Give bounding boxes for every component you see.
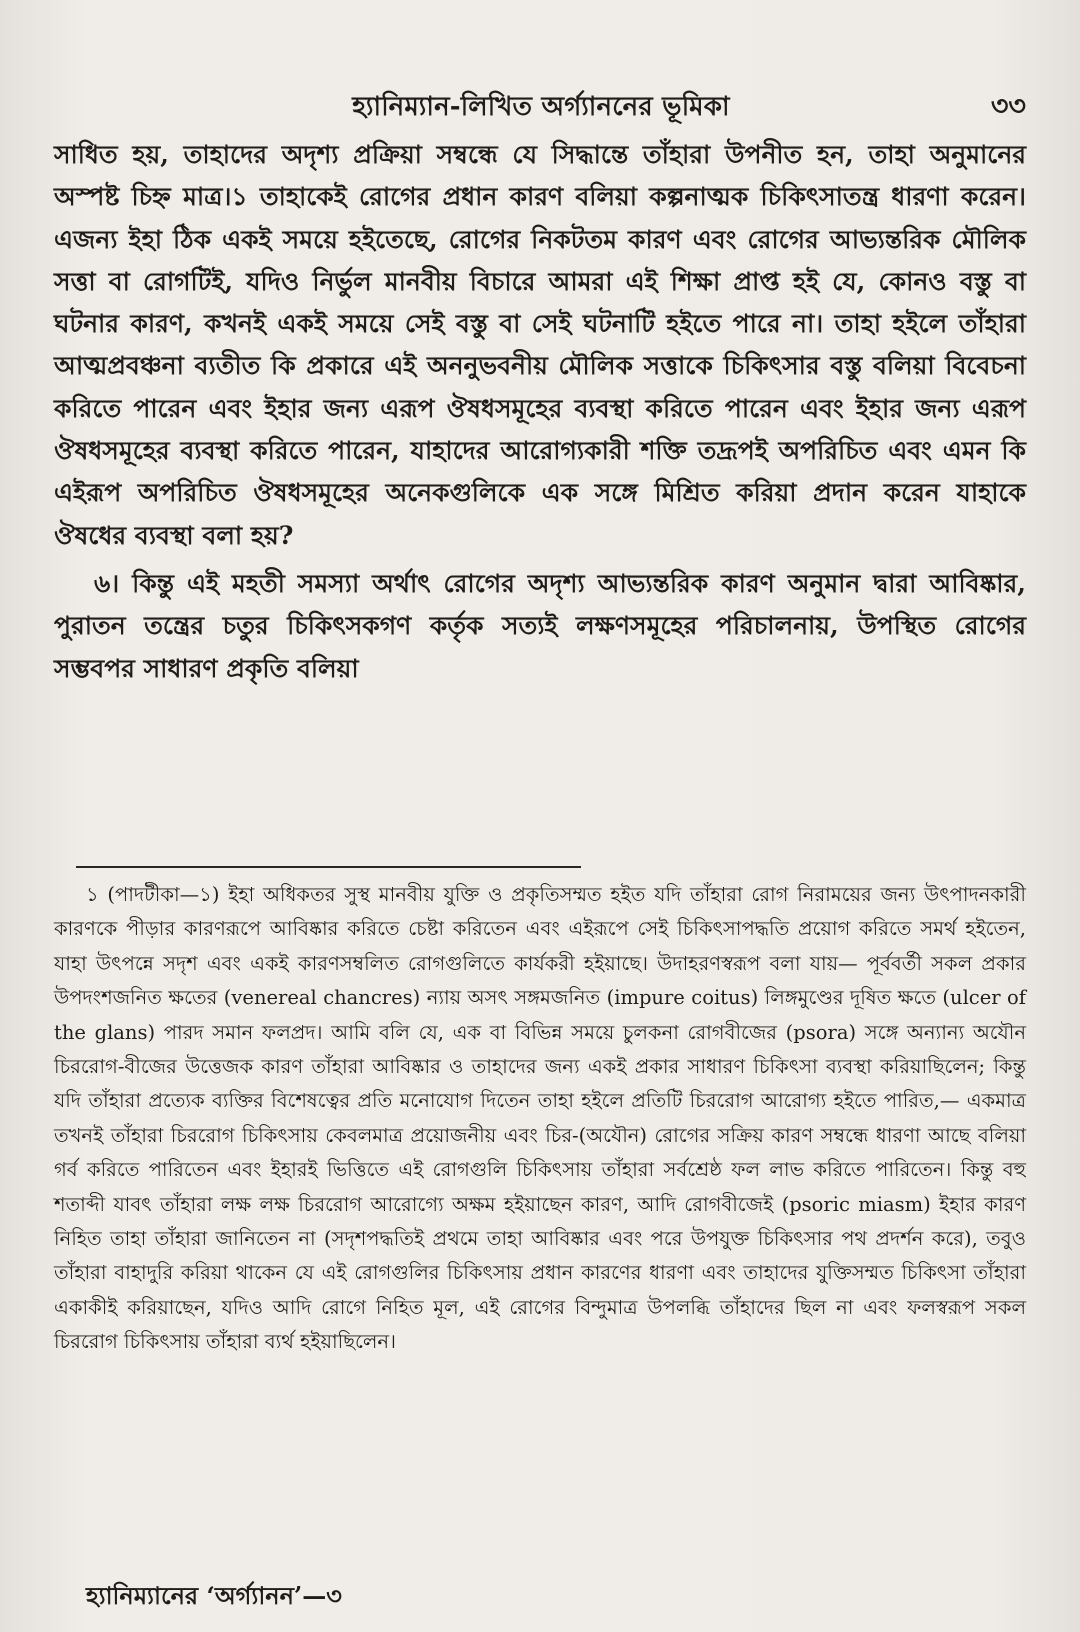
page-footer: হ্যানিম্যানের ‘অর্গ্যানন’—৩ bbox=[86, 1581, 342, 1610]
page-number: ৩৩ bbox=[990, 91, 1026, 122]
footnote-text: ১ (পাদটীকা—১) ইহা অধিকতর সুস্থ মানবীয় যুক্তি ও প্রকৃতিসম্মত হইত যদি তাঁহারা রোগ নিরাময়ের জন্য উৎপাদনকারী কারণকে পীড়ার কারণরূপে আবিষ্কার করিতে চেষ্টা করিতেন এবং এইরূপে সেই চিকিৎসাপদ্ধতি প্রয়োগ করিতে সমর্থ হইতেন, যাহা উৎপন্নে সদৃশ এবং একই কারণসম্বলিত রোগগুলিতে কার্যকরী হইয়াছে। উদাহরণস্বরূপ বলা যায়— পূর্ববর্তী সকল প্রকার উপদংশজনিত ক্ষতের (venereal chancres) ন্যায় অসৎ সঙ্গমজনিত (impure coitus) লিঙ্গমুণ্ডের দূষিত ক্ষতে (ulcer of the glans) পারদ সমান ফলপ্রদ। আমি বলি যে, এক বা বিভিন্ন সময়ে চুলকনা রোগবীজের (psora) সঙ্গে অন্যান্য অযৌন চিররোগ-বীজের উত্তেজক কারণ তাঁহারা আবিষ্কার ও তাহাদের জন্য একই প্রকার সাধারণ চিকিৎসা ব্যবস্থা করিয়াছিলেন; কিন্তু যদি তাঁহারা প্রত্যেক ব্যক্তির বিশেষত্বের প্রতি মনোযোগ দিতেন তাহা হইলে প্রতিটি চিররোগ আরোগ্য হইতে পারিত,— একমাত্র তখনই তাঁহারা চিররোগ চিকিৎসায় কেবলমাত্র প্রয়োজনীয় এবং চির-(অযৌন) রোগের সক্রিয় কারণ সম্বন্ধে ধারণা আছে বলিয়া গর্ব করিতে পারিতেন এবং ইহারই ভিত্তিতে এই রোগগুলি চিকিৎসায় তাঁহারা সর্বশ্রেষ্ঠ ফল লাভ করিতে পারিতেন। কিন্তু বহু শতাব্দী যাবৎ তাঁহারা লক্ষ লক্ষ চিররোগ আরোগ্যে অক্ষম হইয়াছেন কারণ, আদি রোগবীজেই (psoric miasm) ইহার কারণ নিহিত তাহা তাঁহারা জানিতেন না (সদৃশপদ্ধতিই প্রথমে তাহা আবিষ্কার এবং পরে উপযুক্ত চিকিৎসার পথ প্রদর্শন করে), তবুও তাঁহারা বাহাদুরি করিয়া থাকেন যে এই রোগগুলির চিকিৎসায় প্রধান কারণের ধারণা এবং তাহাদের যুক্তিসম্মত চিকিৎসা তাঁহারা একাকীই করিয়াছেন, যদিও আদি রোগে নিহিত মূল, এই রোগের বিন্দুমাত্র উপলব্ধি তাঁহাদের ছিল না এবং ফলস্বরূপ সকল চিররোগ চিকিৎসায় তাঁহারা ব্যর্থ হইয়াছিলেন। bbox=[54, 883, 1026, 1354]
main-text bbox=[54, 134, 1026, 690]
footnote-section bbox=[54, 878, 1026, 1360]
footnote-divider bbox=[76, 866, 581, 868]
running-header-title: হ্যানিম্যান-লিখিত অর্গ্যাননের ভূমিকা bbox=[352, 92, 730, 122]
running-header bbox=[56, 86, 1026, 126]
main-paragraph: ৬। কিন্তু এই মহতী সমস্যা অর্থাৎ রোগের অদৃশ্য আভ্যন্তরিক কারণ অনুমান দ্বারা আবিষ্কার, পুরাতন তন্ত্রের চতুর চিকিৎসকগণ কর্তৃক সত্যই লক্ষণসমূহের পরিচালনায়, উপস্থিত রোগের সম্ভবপর সাধারণ প্রকৃতি বলিয়া bbox=[54, 568, 1026, 683]
main-paragraph: সাধিত হয়, তাহাদের অদৃশ্য প্রক্রিয়া সম্বন্ধে যে সিদ্ধান্তে তাঁহারা উপনীত হন, তাহা অনুমানের অস্পষ্ট চিহ্ন মাত্র।১ তাহাকেই রোগের প্রধান কারণ বলিয়া কল্পনাত্মক চিকিৎসাতন্ত্র ধারণা করেন। এজন্য ইহা ঠিক একই সময়ে হইতেছে, রোগের নিকটতম কারণ এবং রোগের আভ্যন্তরিক মৌলিক সত্তা বা রোগটিই, যদিও নির্ভুল মানবীয় বিচারে আমরা এই শিক্ষা প্রাপ্ত হই যে, কোনও বস্তু বা ঘটনার কারণ, কখনই একই সময়ে সেই বস্তু বা সেই ঘটনাটি হইতে পারে না। তাহা হইলে তাঁহারা আত্মপ্রবঞ্চনা ব্যতীত কি প্রকারে এই অননুভবনীয় মৌলিক সত্তাকে চিকিৎসার বস্তু বলিয়া বিবেচনা করিতে পারেন এবং ইহার জন্য এরূপ ঔষধসমূহের ব্যবস্থা করিতে পারেন এবং ইহার জন্য এরূপ ঔষধসমূহের ব্যবস্থা করিতে পারেন, যাহাদের আরোগ্যকারী শক্তি তদ্রূপই অপরিচিত এবং এমন কি এইরূপ অপরিচিত ঔষধসমূহের অনেকগুলিকে এক সঙ্গে মিশ্রিত করিয়া প্রদান করেন যাহাকে ঔষধের ব্যবস্থা বলা হয়? bbox=[54, 140, 1026, 550]
